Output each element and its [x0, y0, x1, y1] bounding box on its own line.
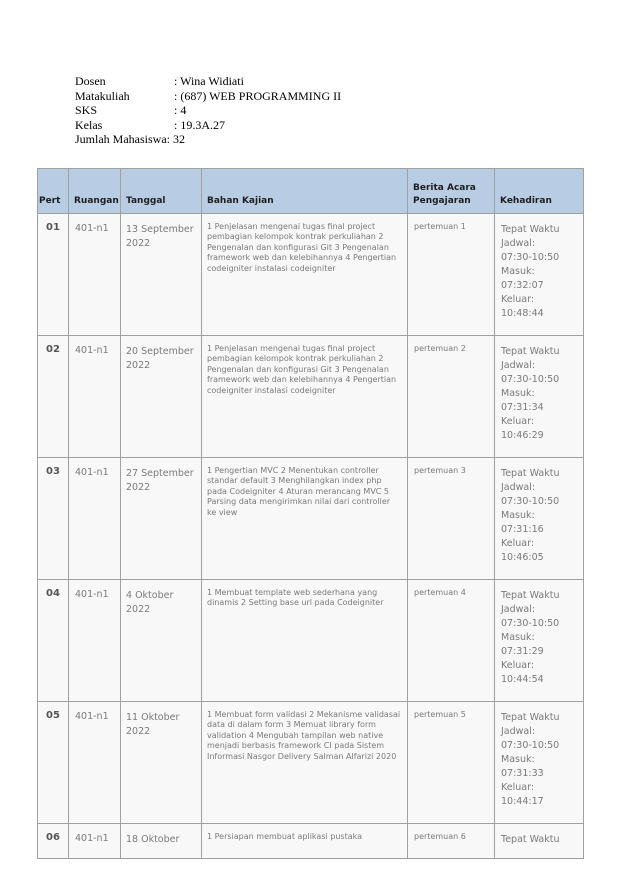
- info-label: Kelas: [75, 117, 103, 132]
- schedule-label: Jadwal:: [501, 238, 536, 249]
- schedule-time: 07:30-10:50: [501, 618, 560, 629]
- cell-berita-acara: pertemuan 3: [408, 458, 495, 580]
- check-in-label: Masuk:: [501, 266, 535, 277]
- check-in-time: 07:31:16: [501, 524, 544, 535]
- schedule-time: 07:30-10:50: [501, 740, 560, 751]
- table-row: [38, 824, 584, 859]
- cell-pert: 06: [38, 824, 69, 859]
- check-in-label: Masuk:: [501, 632, 535, 643]
- table-row: [38, 580, 584, 702]
- cell-kehadiran: [495, 580, 584, 702]
- check-out-time: 10:44:54: [501, 674, 544, 685]
- check-out-time: 10:48:44: [501, 308, 544, 319]
- check-in-time: 07:32:07: [501, 280, 544, 291]
- info-label: SKS: [75, 103, 98, 118]
- cell-pert: 02: [38, 336, 69, 458]
- info-value: : 4: [174, 103, 187, 118]
- schedule-label: Jadwal:: [501, 482, 536, 493]
- header-berita-line1: Berita Acara: [413, 183, 476, 193]
- header-berita-acara: [408, 169, 495, 214]
- table-row: [38, 702, 584, 824]
- info-kelas: [75, 118, 341, 133]
- schedule-label: Jadwal:: [501, 360, 536, 371]
- cell-bahan-kajian: 1 Penjelasan mengenai tugas final project pembagian kelompok kontrak perkuliahan 2 Pengenalan dan konfigurasi Git 3 Pengenalan framework web dan kelebihannya 4 Pengertian codeigniter instalasi codeigniter: [202, 336, 408, 458]
- course-info: [75, 74, 341, 147]
- cell-bahan-kajian: 1 Membuat form validasi 2 Mekanisme validasai data di dalam form 3 Memuat library form validation 4 Mengubah tampilan web native menjadi berbasis framework CI pada Sistem Informasi Nasgor Delivery Salman Alfarizi 2020: [202, 702, 408, 824]
- cell-kehadiran: [495, 702, 584, 824]
- table-row: [38, 336, 584, 458]
- info-matakuliah: [75, 89, 341, 104]
- info-label: Jumlah Mahasiswa: [75, 132, 167, 147]
- check-out-label: Keluar:: [501, 782, 535, 793]
- check-in-time: 07:31:29: [501, 646, 544, 657]
- cell-bahan-kajian: 1 Persiapan membuat aplikasi pustaka: [202, 824, 408, 859]
- attendance-status: Tepat Waktu: [501, 468, 560, 479]
- cell-kehadiran: [495, 824, 584, 859]
- header-berita-line2: Pengajaran: [413, 196, 471, 206]
- cell-berita-acara: pertemuan 5: [408, 702, 495, 824]
- cell-berita-acara: pertemuan 4: [408, 580, 495, 702]
- header-pert: Pert: [38, 169, 69, 214]
- cell-tanggal: 11 Oktober 2022: [121, 702, 202, 824]
- schedule-label: Jadwal:: [501, 726, 536, 737]
- check-out-label: Keluar:: [501, 416, 535, 427]
- cell-berita-acara: pertemuan 1: [408, 214, 495, 336]
- cell-bahan-kajian: 1 Pengertian MVC 2 Menentukan controller standar default 3 Menghilangkan index php pada Codeigniter 4 Aturan merancang MVC 5 Parsing data mengirimkan nilai dari controller ke view: [202, 458, 408, 580]
- cell-tanggal: 4 Oktober 2022: [121, 580, 202, 702]
- check-in-label: Masuk:: [501, 754, 535, 765]
- check-in-time: 07:31:34: [501, 402, 544, 413]
- info-value: : 19.3A.27: [174, 117, 225, 132]
- attendance-status: Tepat Waktu: [501, 834, 560, 845]
- header-kehadiran: Kehadiran: [495, 169, 584, 214]
- info-label: Dosen: [75, 74, 106, 88]
- cell-tanggal: 13 September 2022: [121, 214, 202, 336]
- check-out-label: Keluar:: [501, 294, 535, 305]
- header-tanggal: Tanggal: [121, 169, 202, 214]
- table-header-row: [38, 169, 584, 214]
- check-in-label: Masuk:: [501, 388, 535, 399]
- info-dosen: [75, 74, 341, 89]
- info-label: Matakuliah: [75, 88, 130, 103]
- cell-berita-acara: pertemuan 2: [408, 336, 495, 458]
- info-jumlah: [75, 132, 341, 147]
- cell-ruangan: 401-n1: [69, 824, 121, 859]
- cell-tanggal: 20 September 2022: [121, 336, 202, 458]
- check-out-label: Keluar:: [501, 538, 535, 549]
- check-in-label: Masuk:: [501, 510, 535, 521]
- schedule-label: Jadwal:: [501, 604, 536, 615]
- cell-ruangan: 401-n1: [69, 336, 121, 458]
- check-in-time: 07:31:33: [501, 768, 544, 779]
- attendance-status: Tepat Waktu: [501, 712, 560, 723]
- cell-ruangan: 401-n1: [69, 702, 121, 824]
- info-value: : (687) WEB PROGRAMMING II: [174, 88, 342, 103]
- cell-ruangan: 401-n1: [69, 214, 121, 336]
- check-out-time: 10:46:29: [501, 430, 544, 441]
- cell-pert: 01: [38, 214, 69, 336]
- attendance-table: [37, 168, 584, 859]
- cell-tanggal: 27 September 2022: [121, 458, 202, 580]
- cell-pert: 05: [38, 702, 69, 824]
- schedule-time: 07:30-10:50: [501, 374, 560, 385]
- schedule-time: 07:30-10:50: [501, 496, 560, 507]
- check-out-label: Keluar:: [501, 660, 535, 671]
- info-value: : 32: [166, 132, 185, 147]
- attendance-status: Tepat Waktu: [501, 224, 560, 235]
- cell-kehadiran: [495, 336, 584, 458]
- table-row: [38, 214, 584, 336]
- cell-bahan-kajian: 1 Membuat template web sederhana yang dinamis 2 Setting base url pada Codeigniter: [202, 580, 408, 702]
- check-out-time: 10:46:05: [501, 552, 544, 563]
- header-bahan-kajian: Bahan Kajian: [202, 169, 408, 214]
- schedule-time: 07:30-10:50: [501, 252, 560, 263]
- cell-ruangan: 401-n1: [69, 580, 121, 702]
- info-value: : Wina Widiati: [174, 74, 244, 88]
- info-sks: [75, 103, 341, 118]
- cell-tanggal: 18 Oktober: [121, 824, 202, 859]
- cell-bahan-kajian: 1 Penjelasan mengenai tugas final project pembagian kelompok kontrak perkuliahan 2 Pengenalan dan konfigurasi Git 3 Pengenalan framework web dan kelebihannya 4 Pengertian codeigniter instalasi codeigniter: [202, 214, 408, 336]
- attendance-status: Tepat Waktu: [501, 346, 560, 357]
- check-out-time: 10:44:17: [501, 796, 544, 807]
- cell-pert: 03: [38, 458, 69, 580]
- cell-berita-acara: pertemuan 6: [408, 824, 495, 859]
- table-row: [38, 458, 584, 580]
- header-ruangan: Ruangan: [69, 169, 121, 214]
- cell-pert: 04: [38, 580, 69, 702]
- cell-kehadiran: [495, 458, 584, 580]
- cell-ruangan: 401-n1: [69, 458, 121, 580]
- attendance-status: Tepat Waktu: [501, 590, 560, 601]
- cell-kehadiran: [495, 214, 584, 336]
